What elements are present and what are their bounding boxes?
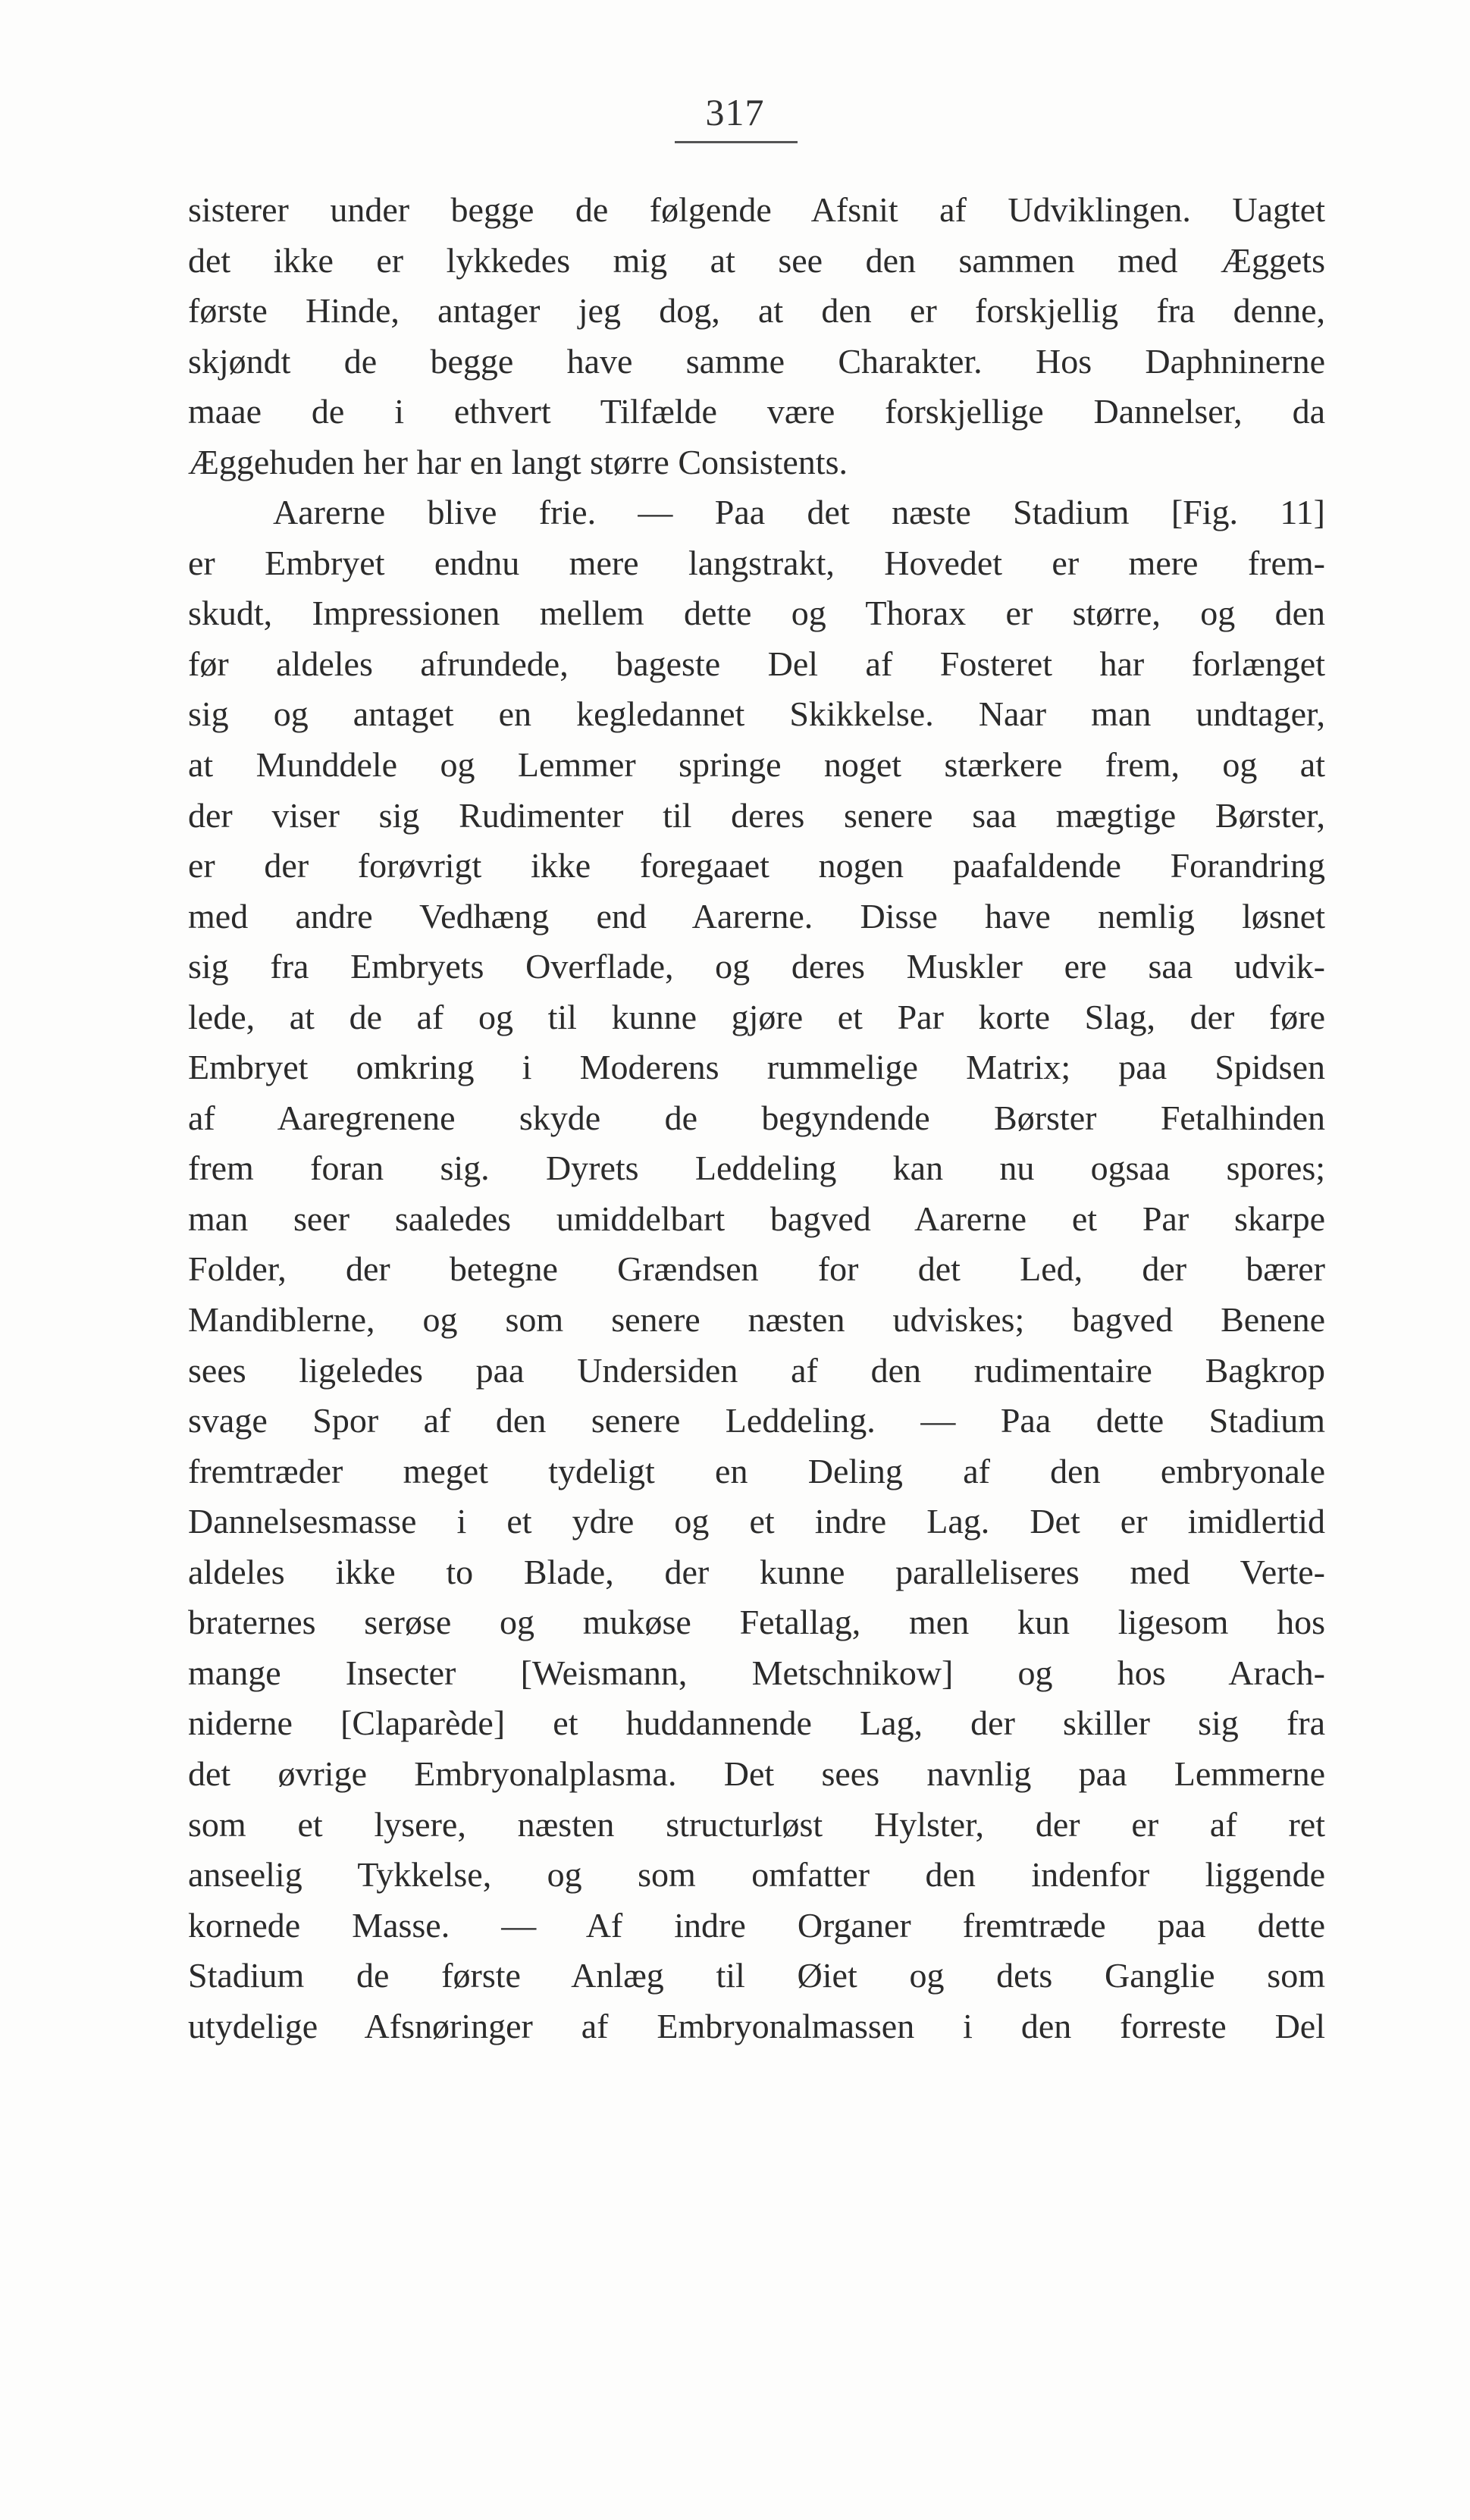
text-line: af Aaregrenene skyde de begyndende Børster Fetalhinden — [188, 1098, 1325, 1137]
text-line: mange Insecter [Weismann, Metschnikow] og hos Arach- — [188, 1653, 1325, 1692]
text-line: sig fra Embryets Overflade, og deres Muskler ere saa udvik- — [188, 947, 1325, 986]
text-line: første Hinde, antager jeg dog, at den er forskjellig fra denne, — [188, 291, 1325, 331]
text-line: Mandiblerne, og som senere næsten udviskes; bagved Benene — [188, 1300, 1325, 1340]
text-line: skudt, Impressionen mellem dette og Thorax er større, og den — [188, 594, 1325, 633]
text-line: maae de i ethvert Tilfælde være forskjellige Dannelser, da — [188, 392, 1325, 431]
text-line: der viser sig Rudimenter til deres senere saa mægtige Børster, — [188, 795, 1325, 835]
text-line: sisterer under begge de følgende Afsnit af Udviklingen. Uagtet — [188, 190, 1325, 229]
text-line: utydelige Afsnøringer af Embryonalmassen i den forreste Del — [188, 2006, 1325, 2045]
text-line: aldeles ikke to Blade, der kunne paralleliseres med Verte- — [188, 1552, 1325, 1591]
text-line: Aarerne blive frie. — Paa det næste Stadium [Fig. 11] — [273, 493, 1325, 532]
text-line: Embryet omkring i Moderens rummelige Matrix; paa Spidsen — [188, 1048, 1325, 1087]
text-line: med andre Vedhæng end Aarerne. Disse have nemlig løsnet — [188, 896, 1325, 936]
text-line: det øvrige Embryonalplasma. Det sees navnlig paa Lemmerne — [188, 1754, 1325, 1793]
text-line: man seer saaledes umiddelbart bagved Aarerne et Par skarpe — [188, 1199, 1325, 1238]
text-line: er Embryet endnu mere langstrakt, Hovedet er mere frem- — [188, 543, 1325, 582]
text-line: før aldeles afrundede, bageste Del af Fosteret har forlænget — [188, 644, 1325, 683]
text-line: sig og antaget en kegledannet Skikkelse. Naar man undtager, — [188, 694, 1325, 734]
text-line: det ikke er lykkedes mig at see den sammen med Æggets — [188, 240, 1325, 280]
text-line: skjøndt de begge have samme Charakter. Hos Daphninerne — [188, 341, 1325, 381]
text-line: Æggehuden her har en langt større Consistents. — [188, 442, 848, 481]
page-number-rule — [675, 141, 798, 143]
text-line: svage Spor af den senere Leddeling. — Paa dette Stadium — [188, 1401, 1325, 1440]
page-number: 317 — [705, 91, 765, 133]
text-line: fremtræder meget tydeligt en Deling af den embryonale — [188, 1451, 1325, 1490]
text-line: er der forøvrigt ikke foregaaet nogen paafaldende Forandring — [188, 846, 1325, 885]
text-line: niderne [Claparède] et huddannende Lag, der skiller sig fra — [188, 1704, 1325, 1743]
text-line: Dannelsesmasse i et ydre og et indre Lag. Det er imidlertid — [188, 1502, 1325, 1541]
text-line: braternes serøse og mukøse Fetallag, men kun ligesom hos — [188, 1603, 1325, 1642]
body-text — [188, 185, 1325, 2051]
text-line: frem foran sig. Dyrets Leddeling kan nu ogsaa spores; — [188, 1149, 1325, 1188]
text-line: Stadium de første Anlæg til Øiet og dets Ganglie som — [188, 1956, 1325, 1995]
text-line: lede, at de af og til kunne gjøre et Par korte Slag, der føre — [188, 997, 1325, 1036]
text-line: Folder, der betegne Grændsen for det Led, der bærer — [188, 1249, 1325, 1289]
text-line: kornede Masse. — Af indre Organer fremtræde paa dette — [188, 1905, 1325, 1945]
text-line: sees ligeledes paa Undersiden af den rudimentaire Bagkrop — [188, 1350, 1325, 1390]
text-line: at Munddele og Lemmer springe noget stærkere frem, og at — [188, 745, 1325, 785]
text-line: som et lysere, næsten structurløst Hylster, der er af ret — [188, 1804, 1325, 1844]
text-line: anseelig Tykkelse, og som omfatter den indenfor liggende — [188, 1855, 1325, 1895]
